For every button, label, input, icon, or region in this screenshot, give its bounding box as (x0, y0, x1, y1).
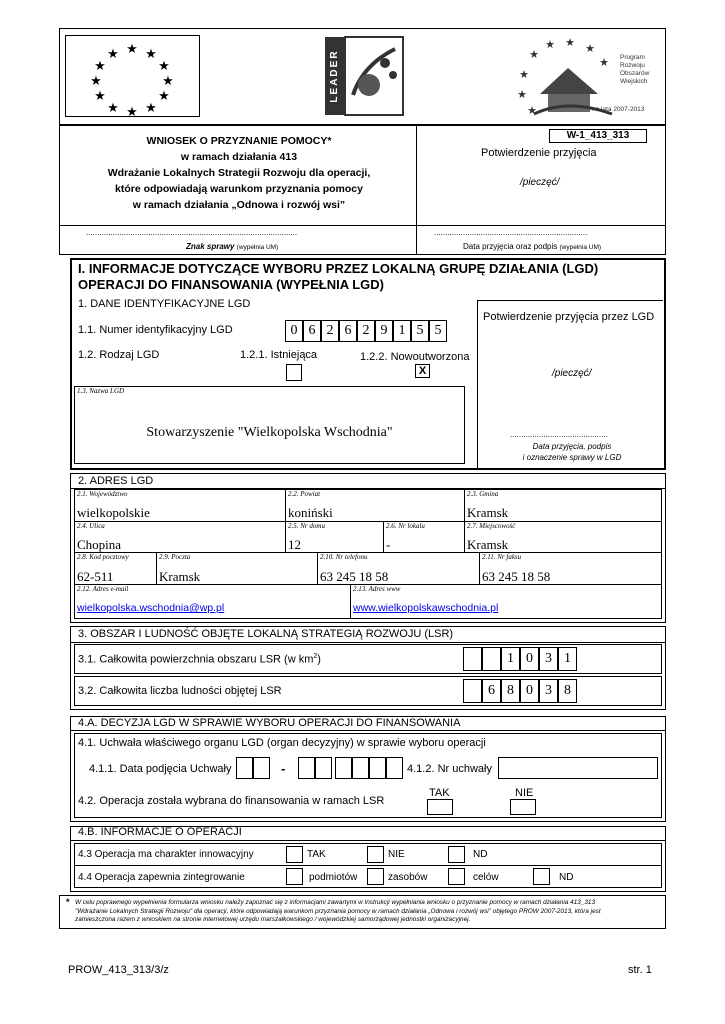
svg-text:★: ★ (158, 89, 170, 104)
section-4b-title: 4.B. INFORMACJE O OPERACJI (78, 826, 242, 838)
eu-stars-icon (66, 36, 199, 116)
case-sign-label: Znak sprawy (wypełnia UM) (186, 242, 279, 251)
svg-text:★: ★ (94, 59, 106, 74)
id-digit[interactable]: 9 (375, 320, 393, 342)
date-year-box[interactable] (369, 757, 386, 779)
area-digit[interactable]: 3 (539, 647, 558, 671)
population-label: 3.2. Całkowita liczba ludności objętej LSR (78, 685, 282, 697)
street-value[interactable]: Chopina (77, 537, 122, 552)
section-4a-title: 4.A. DECYZJA LGD W SPRAWIE WYBORU OPERACJI DO FINANSOWANIA (78, 717, 461, 729)
lgd-sign-label: Data przyjęcia, podpis i oznaczenie sprawy w LGD (522, 442, 622, 462)
post-value[interactable]: Kramsk (159, 569, 201, 584)
pop-digit[interactable]: 8 (558, 679, 577, 703)
innovative-yes-checkbox[interactable] (286, 846, 303, 863)
pop-digit[interactable] (463, 679, 482, 703)
id-label: 1.1. Numer identyfikacyjny LGD (78, 324, 233, 336)
type-label: 1.2. Rodzaj LGD (78, 349, 160, 361)
date-year-box[interactable] (335, 757, 352, 779)
confirm-receipt: Potwierdzenie przyjęcia (481, 147, 597, 159)
form-code: W-1_413_313 (549, 129, 647, 143)
integrated-goals-checkbox[interactable] (448, 868, 465, 885)
innovative-no-checkbox[interactable] (367, 846, 384, 863)
existing-label: 1.2.1. Istniejąca (240, 349, 318, 361)
footnote-text: W celu poprawnego wypełnienia formularza wniosku należy zapoznać się z informacjami zawartymi w Instrukcji wypełniania wniosku o przyznanie pomocy w ramach działania 413_313 "Wdrażanie Lokalnych Strategii Rozwoju" dla operacji, które odpowiadają warunkom przyznania pomocy w ramach działania „Odnowa i rozwój wsi” objętego PROW 2007-2013, która jest zamieszczona razem z wnioskiem na stronie internetowej urzędu marszałkowskiego / wojewódzkiej samorządowej jednostki organizacyjnej. (75, 899, 601, 923)
id-digit[interactable]: 0 (285, 320, 303, 342)
svg-text:★: ★ (529, 48, 539, 61)
resolution-label: 4.1. Uchwała właściwego organu LGD (organ decyzyjny) w sprawie wyboru operacji (78, 737, 486, 749)
flat-value[interactable]: - (386, 537, 391, 552)
area-digit[interactable] (482, 647, 501, 671)
prow-text: Program Rozwoju Obszarów Wiejskich (620, 54, 650, 85)
svg-text:★: ★ (599, 56, 609, 69)
confirm-lgd: Potwierdzenie przyjęcia przez LGD (483, 311, 655, 323)
date-day-box[interactable] (253, 757, 270, 779)
lgd-name[interactable]: Stowarzyszenie "Wielkopolska Wschodnia" (146, 425, 393, 440)
id-digit[interactable]: 6 (339, 320, 357, 342)
innovative-nd-checkbox[interactable] (448, 846, 465, 863)
email-link[interactable]: wielkopolska.wschodnia@wp.pl (77, 602, 225, 614)
date-day-box[interactable] (236, 757, 253, 779)
svg-text:★: ★ (107, 47, 119, 62)
area-digit[interactable] (463, 647, 482, 671)
lgd-stamp: /pieczęć/ (552, 368, 592, 379)
selected-label: 4.2. Operacja została wybrana do finansowania w ramach LSR (78, 795, 385, 807)
id-digit[interactable]: 2 (357, 320, 375, 342)
leader-text: LEADER (329, 49, 340, 103)
svg-text:★: ★ (517, 88, 527, 101)
svg-text:★: ★ (162, 74, 174, 89)
zip-value[interactable]: 62-511 (77, 569, 114, 584)
id-digit[interactable]: 5 (411, 320, 429, 342)
pop-digit[interactable]: 0 (520, 679, 539, 703)
integrated-subjects-checkbox[interactable] (286, 868, 303, 885)
svg-text:★: ★ (545, 38, 555, 51)
new-label: 1.2.2. Nowoutworzona (360, 351, 470, 363)
resolution-number-label: 4.1.2. Nr uchwały (407, 763, 492, 775)
area-digit[interactable]: 0 (520, 647, 539, 671)
date-label: Data przyjęcia oraz podpis (wypełnia UM) (463, 242, 602, 251)
svg-text:★: ★ (107, 101, 119, 116)
integrated-label: 4.4 Operacja zapewnia zintegrowanie (78, 872, 245, 883)
leader-logo (323, 35, 407, 117)
date-year-box[interactable] (352, 757, 369, 779)
integrated-nd-checkbox[interactable] (533, 868, 550, 885)
page-number: str. 1 (628, 964, 652, 976)
footer-code: PROW_413_313/3/z (68, 964, 169, 976)
city-value[interactable]: Kramsk (467, 537, 509, 552)
www-link[interactable]: www.wielkopolskawschodnia.pl (353, 602, 499, 614)
house-value[interactable]: 12 (288, 537, 301, 552)
stamp-label: /pieczęć/ (520, 177, 560, 188)
svg-text:★: ★ (126, 105, 138, 116)
id-digit[interactable]: 1 (393, 320, 411, 342)
pop-digit[interactable]: 6 (482, 679, 501, 703)
fax-value[interactable]: 63 245 18 58 (482, 569, 551, 584)
prow-logo: ★ ★ ★ ★ ★ ★ ★ ★ Program Rozwoju Obszarów Wiejskich na lata 2007-2013 (512, 38, 662, 120)
id-digit[interactable]: 2 (321, 320, 339, 342)
date-month-box[interactable] (298, 757, 315, 779)
section-1-title: I. INFORMACJE DOTYCZĄCE WYBORU PRZEZ LOKALNĄ GRUPĘ DZIAŁANIA (LGD) OPERACJI DO FINANSOWANIA (WYPEŁNIA LGD) (78, 261, 599, 292)
date-year-box[interactable] (386, 757, 403, 779)
svg-text:★: ★ (145, 101, 157, 116)
pop-digit[interactable]: 8 (501, 679, 520, 703)
svg-text:★: ★ (565, 38, 575, 49)
integrated-resources-checkbox[interactable] (367, 868, 384, 885)
svg-text:★: ★ (126, 42, 138, 57)
commune-value[interactable]: Kramsk (467, 505, 509, 520)
id-digit[interactable]: 5 (429, 320, 447, 342)
svg-text:★: ★ (90, 74, 102, 89)
existing-checkbox[interactable] (286, 364, 302, 381)
id-digit[interactable]: 6 (303, 320, 321, 342)
svg-text:★: ★ (519, 68, 529, 81)
application-title: WNIOSEK O PRZYZNANIE POMOCY* w ramach działania 413 Wdrażanie Lokalnych Strategii Rozwoju dla operacji, które odpowiadają warunkom przyznania pomocy w ramach działania „Odnowa i rozwój wsi” (107, 135, 371, 211)
resolution-number-input[interactable] (498, 757, 658, 779)
svg-text:★: ★ (527, 104, 537, 117)
selected-yes-checkbox[interactable] (427, 799, 453, 815)
pop-digit[interactable]: 3 (539, 679, 558, 703)
date-month-box[interactable] (315, 757, 332, 779)
svg-text:★: ★ (145, 47, 157, 62)
svg-text:★: ★ (158, 59, 170, 74)
selected-no-checkbox[interactable] (510, 799, 536, 815)
area-digit[interactable]: 1 (501, 647, 520, 671)
county-value[interactable]: koniński (288, 505, 333, 520)
area-label: 3.1. Całkowita powierzchnia obszaru LSR (w $km^2$) (78, 653, 321, 666)
section-1-subtitle: 1. DANE IDENTYFIKACYJNE LGD (78, 298, 251, 310)
new-checkbox[interactable]: X (415, 364, 430, 378)
innovative-label: 4.3 Operacja ma charakter innowacyjny (78, 849, 254, 860)
section-2-title: 2. ADRES LGD (78, 475, 154, 487)
resolution-date-label: 4.1.1. Data podjęcia Uchwały (89, 763, 232, 775)
phone-value[interactable]: 63 245 18 58 (320, 569, 389, 584)
svg-text:★: ★ (94, 89, 106, 104)
area-digit[interactable]: 1 (558, 647, 577, 671)
voivodeship-value[interactable]: wielkopolskie (77, 505, 150, 520)
eu-flag (65, 35, 200, 117)
section-3-title: 3. OBSZAR I LUDNOŚĆ OBJĘTE LOKALNĄ STRATEGIĄ ROZWOJU (LSR) (78, 628, 454, 640)
svg-text:★: ★ (585, 42, 595, 55)
